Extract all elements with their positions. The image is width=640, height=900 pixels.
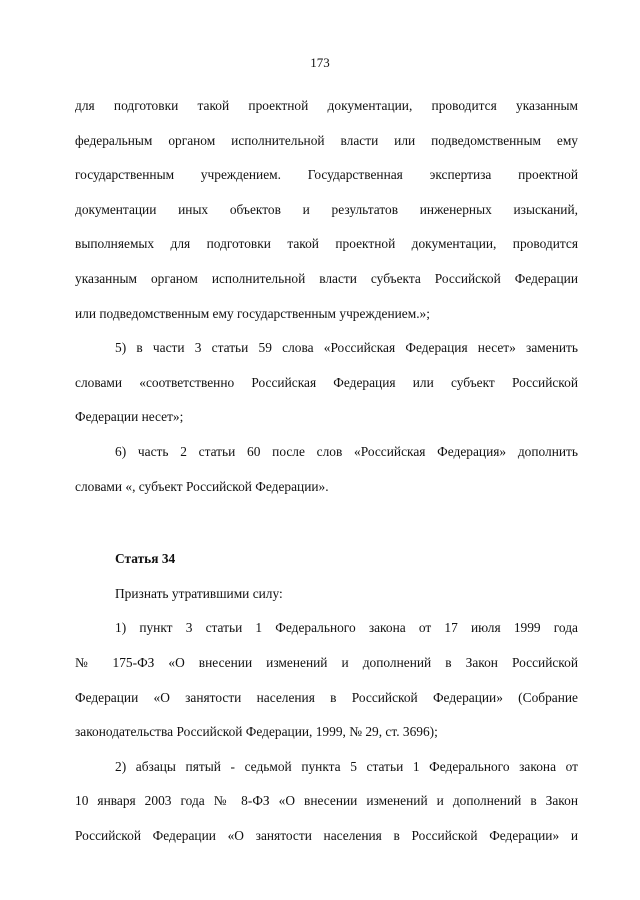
text-line: Федерации несет»; <box>75 409 184 425</box>
text-line: словами «, субъект Российской Федерации». <box>75 478 329 494</box>
article-line: Федерации «О занятости населения в Российской Федерации» (Собрание <box>75 689 578 705</box>
section-gap <box>75 504 578 542</box>
page-number: 173 <box>310 55 330 70</box>
article-line: 10 января 2003 года № 8-ФЗ «О внесении изменений и дополнений в Закон <box>75 793 578 809</box>
text-line: государственным учреждением. Государственная экспертиза проектной <box>75 167 578 183</box>
text-line: указанным органом исполнительной власти субъекта Российской Федерации <box>75 270 578 286</box>
article-line: 2) абзацы пятый - седьмой пункта 5 статьи 1 Федерального закона от <box>115 758 578 774</box>
text-line: документации иных объектов и результатов инженерных изысканий, <box>75 201 578 217</box>
text-line: выполняемых для подготовки такой проектной документации, проводится <box>75 236 578 252</box>
text-line: словами «соответственно Российская Федерация или субъект Российской <box>75 374 578 390</box>
text-line: или подведомственным ему государственным учреждением.»; <box>75 305 430 321</box>
article-line: Российской Федерации «О занятости населения в Российской Федерации» и <box>75 827 578 843</box>
text-line: 6) часть 2 статьи 60 после слов «Российская Федерация» дополнить <box>115 443 578 459</box>
article-line: № 175-ФЗ «О внесении изменений и дополнений в Закон Российской <box>75 654 578 670</box>
text-line: 5) в части 3 статьи 59 слова «Российская Федерация несет» заменить <box>115 340 578 356</box>
text-line: федеральным органом исполнительной власти или подведомственным ему <box>75 132 578 148</box>
article-line: 1) пункт 3 статьи 1 Федерального закона от 17 июля 1999 года <box>115 620 578 636</box>
article-line: законодательства Российской Федерации, 1999, № 29, ст. 3696); <box>75 724 438 740</box>
article-line: Признать утратившими силу: <box>115 585 283 601</box>
article-heading: Статья 34 <box>115 551 176 567</box>
document-body <box>75 89 578 853</box>
text-line: для подготовки такой проектной документации, проводится указанным <box>75 98 578 113</box>
